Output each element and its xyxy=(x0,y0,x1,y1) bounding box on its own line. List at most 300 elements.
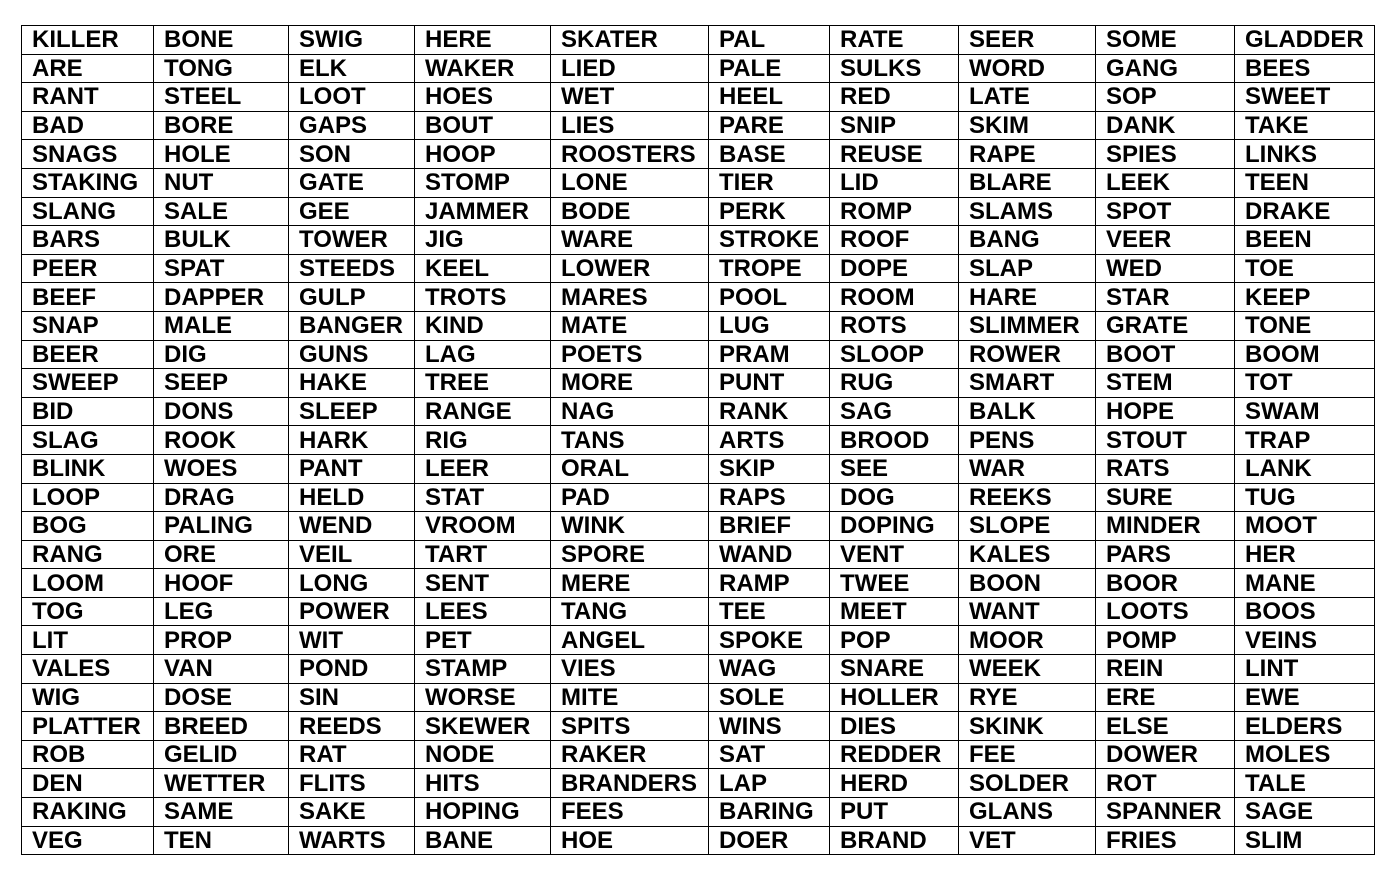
word-cell: BROOD xyxy=(830,426,959,455)
word-cell: DOWER xyxy=(1096,740,1235,769)
word-table xyxy=(21,25,1375,855)
table-row xyxy=(22,83,1375,112)
word-cell: REEKS xyxy=(959,483,1096,512)
word-cell: DIG xyxy=(154,340,289,369)
word-cell: ANGEL xyxy=(551,626,709,655)
table-row xyxy=(22,226,1375,255)
word-cell: LUG xyxy=(709,311,830,340)
word-cell: LID xyxy=(830,168,959,197)
word-cell: MOOT xyxy=(1235,512,1375,541)
word-cell: FEES xyxy=(551,798,709,827)
word-cell: SLEEP xyxy=(289,397,415,426)
word-cell: SENT xyxy=(415,569,551,598)
word-cell: WAR xyxy=(959,454,1096,483)
word-cell: TWEE xyxy=(830,569,959,598)
table-row xyxy=(22,197,1375,226)
word-cell: TOT xyxy=(1235,369,1375,398)
word-cell: ROWER xyxy=(959,340,1096,369)
word-cell: SPITS xyxy=(551,712,709,741)
table-row xyxy=(22,683,1375,712)
word-cell: PENS xyxy=(959,426,1096,455)
word-cell: DRAG xyxy=(154,483,289,512)
word-cell: HARE xyxy=(959,283,1096,312)
word-cell: SKATER xyxy=(551,26,709,55)
word-cell: VALES xyxy=(22,655,154,684)
word-cell: TART xyxy=(415,540,551,569)
word-cell: POETS xyxy=(551,340,709,369)
table-row xyxy=(22,397,1375,426)
word-cell: RANG xyxy=(22,540,154,569)
word-cell: WEEK xyxy=(959,655,1096,684)
word-cell: RIG xyxy=(415,426,551,455)
word-cell: TANG xyxy=(551,597,709,626)
word-cell: SLIM xyxy=(1235,826,1375,855)
word-cell: SNIP xyxy=(830,111,959,140)
word-cell: MEET xyxy=(830,597,959,626)
word-cell: BOOM xyxy=(1235,340,1375,369)
word-cell: LOOM xyxy=(22,569,154,598)
table-row xyxy=(22,597,1375,626)
table-row xyxy=(22,798,1375,827)
word-cell: PANT xyxy=(289,454,415,483)
word-cell: POOL xyxy=(709,283,830,312)
word-cell: STEEDS xyxy=(289,254,415,283)
word-cell: BOOR xyxy=(1096,569,1235,598)
word-cell: KILLER xyxy=(22,26,154,55)
word-cell: SURE xyxy=(1096,483,1235,512)
word-cell: PERK xyxy=(709,197,830,226)
table-row xyxy=(22,569,1375,598)
word-cell: WARE xyxy=(551,226,709,255)
word-cell: VEIL xyxy=(289,540,415,569)
word-cell: TUG xyxy=(1235,483,1375,512)
word-cell: GELID xyxy=(154,740,289,769)
word-cell: SPAT xyxy=(154,254,289,283)
word-cell: SLOOP xyxy=(830,340,959,369)
word-cell: WAG xyxy=(709,655,830,684)
word-cell: FRIES xyxy=(1096,826,1235,855)
word-cell: RAPE xyxy=(959,140,1096,169)
word-cell: DOSE xyxy=(154,683,289,712)
word-cell: LIT xyxy=(22,626,154,655)
word-cell: HOES xyxy=(415,83,551,112)
word-cell: SPOT xyxy=(1096,197,1235,226)
word-cell: TAKE xyxy=(1235,111,1375,140)
word-cell: TOE xyxy=(1235,254,1375,283)
word-cell: POP xyxy=(830,626,959,655)
word-cell: HAKE xyxy=(289,369,415,398)
table-row xyxy=(22,626,1375,655)
word-cell: ERE xyxy=(1096,683,1235,712)
word-cell: ROOSTERS xyxy=(551,140,709,169)
word-cell: LAP xyxy=(709,769,830,798)
word-cell: TONE xyxy=(1235,311,1375,340)
table-row xyxy=(22,769,1375,798)
word-cell: SKIP xyxy=(709,454,830,483)
word-cell: STROKE xyxy=(709,226,830,255)
word-cell: BID xyxy=(22,397,154,426)
word-cell: MOLES xyxy=(1235,740,1375,769)
word-cell: SOLE xyxy=(709,683,830,712)
word-cell: MORE xyxy=(551,369,709,398)
word-cell: WEND xyxy=(289,512,415,541)
word-cell: MATE xyxy=(551,311,709,340)
table-row xyxy=(22,512,1375,541)
word-cell: GAPS xyxy=(289,111,415,140)
word-cell: PALE xyxy=(709,54,830,83)
word-cell: LANK xyxy=(1235,454,1375,483)
table-row xyxy=(22,283,1375,312)
word-cell: ROOK xyxy=(154,426,289,455)
table-row xyxy=(22,540,1375,569)
word-cell: TEE xyxy=(709,597,830,626)
word-cell: HER xyxy=(1235,540,1375,569)
word-cell: LONE xyxy=(551,168,709,197)
word-cell: GUNS xyxy=(289,340,415,369)
word-cell: SLAMS xyxy=(959,197,1096,226)
word-cell: FLITS xyxy=(289,769,415,798)
word-cell: SWEET xyxy=(1235,83,1375,112)
word-cell: GLANS xyxy=(959,798,1096,827)
word-cell: SLIMMER xyxy=(959,311,1096,340)
word-cell: ROB xyxy=(22,740,154,769)
word-cell: MARES xyxy=(551,283,709,312)
table-row xyxy=(22,483,1375,512)
word-cell: DIES xyxy=(830,712,959,741)
word-cell: SOME xyxy=(1096,26,1235,55)
word-cell: REDDER xyxy=(830,740,959,769)
word-cell: VROOM xyxy=(415,512,551,541)
table-row xyxy=(22,740,1375,769)
word-cell: NAG xyxy=(551,397,709,426)
word-cell: BRIEF xyxy=(709,512,830,541)
word-cell: PLATTER xyxy=(22,712,154,741)
word-cell: RANT xyxy=(22,83,154,112)
word-cell: DOG xyxy=(830,483,959,512)
word-cell: SULKS xyxy=(830,54,959,83)
word-cell: DEN xyxy=(22,769,154,798)
word-cell: HARK xyxy=(289,426,415,455)
word-cell: BALK xyxy=(959,397,1096,426)
word-cell: HOPING xyxy=(415,798,551,827)
table-row xyxy=(22,111,1375,140)
word-cell: BEES xyxy=(1235,54,1375,83)
word-cell: POMP xyxy=(1096,626,1235,655)
word-cell: SLAG xyxy=(22,426,154,455)
word-cell: BOOS xyxy=(1235,597,1375,626)
word-cell: BEEN xyxy=(1235,226,1375,255)
word-cell: HOLE xyxy=(154,140,289,169)
word-cell: STAT xyxy=(415,483,551,512)
word-cell: ORE xyxy=(154,540,289,569)
word-cell: ELK xyxy=(289,54,415,83)
word-cell: SOP xyxy=(1096,83,1235,112)
word-cell: STOUT xyxy=(1096,426,1235,455)
word-cell: BAD xyxy=(22,111,154,140)
word-cell: BONE xyxy=(154,26,289,55)
word-cell: SIN xyxy=(289,683,415,712)
word-cell: PUNT xyxy=(709,369,830,398)
word-cell: BOON xyxy=(959,569,1096,598)
word-cell: RAPS xyxy=(709,483,830,512)
word-cell: ROT xyxy=(1096,769,1235,798)
word-cell: RAKING xyxy=(22,798,154,827)
word-cell: SKIM xyxy=(959,111,1096,140)
word-cell: REIN xyxy=(1096,655,1235,684)
word-cell: LOOTS xyxy=(1096,597,1235,626)
word-cell: VEG xyxy=(22,826,154,855)
word-cell: MOOR xyxy=(959,626,1096,655)
word-cell: LONG xyxy=(289,569,415,598)
table-row xyxy=(22,26,1375,55)
word-cell: HOLLER xyxy=(830,683,959,712)
word-cell: ELDERS xyxy=(1235,712,1375,741)
word-cell: SNAP xyxy=(22,311,154,340)
word-cell: HOPE xyxy=(1096,397,1235,426)
word-cell: SEEP xyxy=(154,369,289,398)
word-cell: REUSE xyxy=(830,140,959,169)
word-cell: STAR xyxy=(1096,283,1235,312)
table-row xyxy=(22,340,1375,369)
word-cell: LINKS xyxy=(1235,140,1375,169)
word-cell: ROMP xyxy=(830,197,959,226)
word-cell: GANG xyxy=(1096,54,1235,83)
word-cell: MALE xyxy=(154,311,289,340)
word-cell: VAN xyxy=(154,655,289,684)
word-cell: TROPE xyxy=(709,254,830,283)
word-cell: TOG xyxy=(22,597,154,626)
word-table-body xyxy=(22,26,1375,855)
word-cell: LIES xyxy=(551,111,709,140)
word-cell: BANGER xyxy=(289,311,415,340)
word-cell: WINK xyxy=(551,512,709,541)
word-cell: TRAP xyxy=(1235,426,1375,455)
word-cell: BRANDERS xyxy=(551,769,709,798)
word-cell: DAPPER xyxy=(154,283,289,312)
word-cell: MINDER xyxy=(1096,512,1235,541)
word-cell: LATE xyxy=(959,83,1096,112)
word-cell: SKINK xyxy=(959,712,1096,741)
word-cell: BANG xyxy=(959,226,1096,255)
word-cell: TOWER xyxy=(289,226,415,255)
word-cell: GULP xyxy=(289,283,415,312)
word-cell: KEEP xyxy=(1235,283,1375,312)
word-cell: SAGE xyxy=(1235,798,1375,827)
table-row xyxy=(22,369,1375,398)
word-cell: GEE xyxy=(289,197,415,226)
word-cell: WED xyxy=(1096,254,1235,283)
word-cell: ROOM xyxy=(830,283,959,312)
word-cell: EWE xyxy=(1235,683,1375,712)
word-cell: VIES xyxy=(551,655,709,684)
word-cell: RAKER xyxy=(551,740,709,769)
word-cell: BOG xyxy=(22,512,154,541)
word-cell: WOES xyxy=(154,454,289,483)
table-row xyxy=(22,826,1375,855)
word-cell: LOWER xyxy=(551,254,709,283)
word-cell: SOLDER xyxy=(959,769,1096,798)
word-cell: DANK xyxy=(1096,111,1235,140)
word-cell: LINT xyxy=(1235,655,1375,684)
word-cell: PEER xyxy=(22,254,154,283)
word-cell: PRAM xyxy=(709,340,830,369)
word-cell: DOER xyxy=(709,826,830,855)
word-cell: ARE xyxy=(22,54,154,83)
word-cell: HOOF xyxy=(154,569,289,598)
table-row xyxy=(22,140,1375,169)
table-row xyxy=(22,454,1375,483)
word-cell: RUG xyxy=(830,369,959,398)
word-cell: SAG xyxy=(830,397,959,426)
word-cell: PROP xyxy=(154,626,289,655)
word-cell: WIG xyxy=(22,683,154,712)
word-cell: WETTER xyxy=(154,769,289,798)
word-cell: PET xyxy=(415,626,551,655)
word-cell: WAKER xyxy=(415,54,551,83)
word-cell: LOOP xyxy=(22,483,154,512)
word-cell: VEER xyxy=(1096,226,1235,255)
word-cell: SEER xyxy=(959,26,1096,55)
word-cell: TONG xyxy=(154,54,289,83)
word-cell: KEEL xyxy=(415,254,551,283)
word-cell: BANE xyxy=(415,826,551,855)
table-row xyxy=(22,712,1375,741)
word-cell: HERD xyxy=(830,769,959,798)
word-cell: SAKE xyxy=(289,798,415,827)
word-cell: BOOT xyxy=(1096,340,1235,369)
word-cell: LAG xyxy=(415,340,551,369)
word-cell: KIND xyxy=(415,311,551,340)
word-cell: WIT xyxy=(289,626,415,655)
word-cell: VENT xyxy=(830,540,959,569)
table-row xyxy=(22,655,1375,684)
word-cell: TROTS xyxy=(415,283,551,312)
word-cell: PALING xyxy=(154,512,289,541)
word-cell: TEN xyxy=(154,826,289,855)
word-cell: SNAGS xyxy=(22,140,154,169)
word-cell: HEEL xyxy=(709,83,830,112)
word-cell: SWAM xyxy=(1235,397,1375,426)
word-cell: WORSE xyxy=(415,683,551,712)
word-cell: ORAL xyxy=(551,454,709,483)
word-cell: POWER xyxy=(289,597,415,626)
word-cell: VET xyxy=(959,826,1096,855)
word-cell: SLAP xyxy=(959,254,1096,283)
word-cell: JAMMER xyxy=(415,197,551,226)
word-cell: MITE xyxy=(551,683,709,712)
word-cell: SPIES xyxy=(1096,140,1235,169)
word-cell: HELD xyxy=(289,483,415,512)
word-cell: BLINK xyxy=(22,454,154,483)
word-cell: BODE xyxy=(551,197,709,226)
word-cell: MANE xyxy=(1235,569,1375,598)
word-cell: LOOT xyxy=(289,83,415,112)
word-cell: PARE xyxy=(709,111,830,140)
word-cell: HOOP xyxy=(415,140,551,169)
word-cell: SWEEP xyxy=(22,369,154,398)
word-cell: SAME xyxy=(154,798,289,827)
word-cell: SALE xyxy=(154,197,289,226)
word-cell: SLANG xyxy=(22,197,154,226)
word-cell: BLARE xyxy=(959,168,1096,197)
word-cell: LEG xyxy=(154,597,289,626)
table-row xyxy=(22,168,1375,197)
word-cell: FEE xyxy=(959,740,1096,769)
word-cell: RANK xyxy=(709,397,830,426)
table-row xyxy=(22,254,1375,283)
word-cell: WORD xyxy=(959,54,1096,83)
word-cell: PUT xyxy=(830,798,959,827)
word-cell: TIER xyxy=(709,168,830,197)
word-cell: SPORE xyxy=(551,540,709,569)
word-cell: LEES xyxy=(415,597,551,626)
word-cell: RANGE xyxy=(415,397,551,426)
word-cell: TREE xyxy=(415,369,551,398)
table-row xyxy=(22,426,1375,455)
word-cell: STOMP xyxy=(415,168,551,197)
word-cell: SPANNER xyxy=(1096,798,1235,827)
word-cell: BOUT xyxy=(415,111,551,140)
word-cell: NUT xyxy=(154,168,289,197)
word-cell: SKEWER xyxy=(415,712,551,741)
word-cell: WAND xyxy=(709,540,830,569)
word-cell: SMART xyxy=(959,369,1096,398)
word-cell: BRAND xyxy=(830,826,959,855)
word-cell: RAMP xyxy=(709,569,830,598)
word-cell: VEINS xyxy=(1235,626,1375,655)
word-cell: KALES xyxy=(959,540,1096,569)
word-cell: WANT xyxy=(959,597,1096,626)
word-cell: GRATE xyxy=(1096,311,1235,340)
word-cell: DOPE xyxy=(830,254,959,283)
word-cell: SWIG xyxy=(289,26,415,55)
word-cell: JIG xyxy=(415,226,551,255)
word-cell: BEEF xyxy=(22,283,154,312)
table-row xyxy=(22,311,1375,340)
word-cell: STEM xyxy=(1096,369,1235,398)
word-cell: TEEN xyxy=(1235,168,1375,197)
word-cell: BARING xyxy=(709,798,830,827)
word-cell: PARS xyxy=(1096,540,1235,569)
word-cell: BEER xyxy=(22,340,154,369)
word-cell: SLOPE xyxy=(959,512,1096,541)
word-cell: BREED xyxy=(154,712,289,741)
word-cell: HOE xyxy=(551,826,709,855)
word-cell: ARTS xyxy=(709,426,830,455)
word-cell: RED xyxy=(830,83,959,112)
word-cell: BASE xyxy=(709,140,830,169)
word-cell: GATE xyxy=(289,168,415,197)
word-cell: SON xyxy=(289,140,415,169)
word-cell: MERE xyxy=(551,569,709,598)
word-cell: ROTS xyxy=(830,311,959,340)
table-row xyxy=(22,54,1375,83)
word-cell: STEEL xyxy=(154,83,289,112)
word-cell: ELSE xyxy=(1096,712,1235,741)
word-cell: DOPING xyxy=(830,512,959,541)
word-cell: SPOKE xyxy=(709,626,830,655)
word-cell: WARTS xyxy=(289,826,415,855)
word-cell: STAMP xyxy=(415,655,551,684)
word-cell: HITS xyxy=(415,769,551,798)
word-cell: GLADDER xyxy=(1235,26,1375,55)
word-cell: PAL xyxy=(709,26,830,55)
word-cell: POND xyxy=(289,655,415,684)
word-cell: ROOF xyxy=(830,226,959,255)
word-cell: SAT xyxy=(709,740,830,769)
word-cell: BULK xyxy=(154,226,289,255)
word-cell: RATS xyxy=(1096,454,1235,483)
